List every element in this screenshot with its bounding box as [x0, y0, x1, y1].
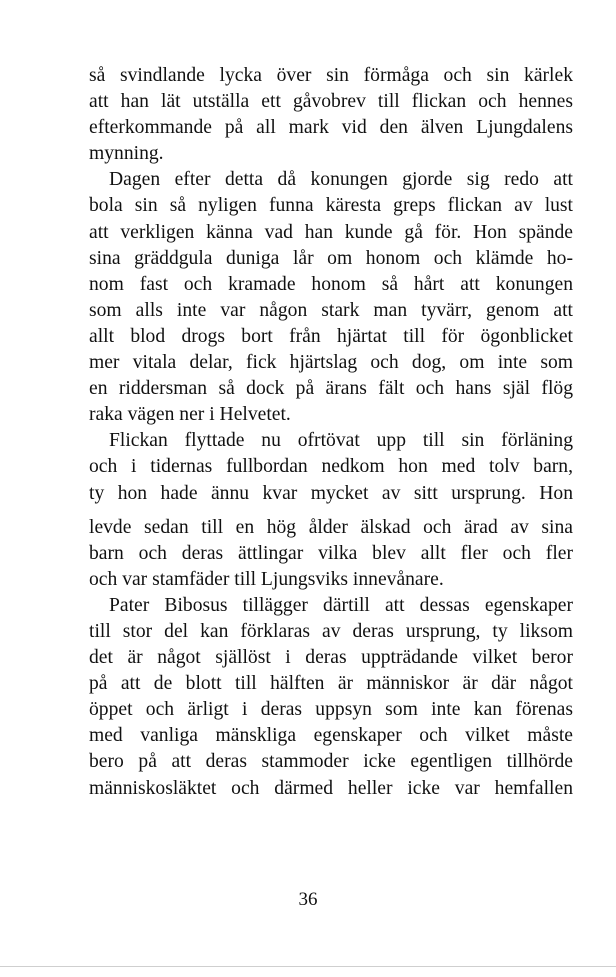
text-line: mer vitala delar, fick hjärtslag och dog, om inte som [89, 352, 573, 374]
text-line: ty hon hade ännu kvar mycket av sitt ursprung. Hon [89, 482, 573, 504]
text-line: att verkligen känna vad han kunde gå för. Hon spände [89, 221, 573, 243]
text-line: så svindlande lycka över sin förmåga och sin kärlek [89, 65, 573, 86]
text-line: mynning. [89, 143, 164, 165]
text-line: att han lät utställa ett gåvobrev till flickan och hennes [89, 91, 573, 113]
paragraph-2 [89, 167, 573, 428]
text-line: på att de blott till hälften är människor är där något [89, 673, 573, 695]
body-text [89, 63, 573, 802]
text-line: öppet och ärligt i deras uppsyn som inte kan förenas [89, 699, 573, 721]
text-line: levde sedan till en hög ålder älskad och ärad av sina [89, 516, 573, 538]
text-line: och i tidernas fullbordan nedkom hon med tolv barn, [89, 456, 573, 478]
text-line: som alls inte var någon stark man tyvärr, genom att [89, 299, 573, 321]
paragraph-4 [89, 593, 573, 802]
text-line: och var stamfäder till Ljungsviks innevånare. [89, 568, 444, 590]
paragraph-1 [89, 63, 573, 167]
text-line: raka vägen ner i Helvetet. [89, 404, 291, 426]
scan-edge-divider [0, 966, 616, 967]
text-line: allt blod drogs bort från hjärtat till för ögonblicket [89, 325, 573, 347]
text-line: med vanliga mänskliga egenskaper och vilket måste [89, 725, 573, 747]
paragraph-3 [89, 428, 573, 593]
text-line: till stor del kan förklaras av deras ursprung, ty liksom [89, 620, 573, 642]
text-line: efterkommande på all mark vid den älven Ljungdalens [89, 117, 573, 139]
text-line: Flickan flyttade nu ofrtövat upp till sin förläning [109, 430, 573, 452]
text-line: Pater Bibosus tillägger därtill att dessas egenskaper [109, 594, 573, 616]
text-line: sina gräddgula duniga lår om honom och klämde ho- [89, 247, 573, 269]
text-line: bero på att deras stammoder icke egentligen tillhörde [89, 751, 573, 773]
text-line: nom fast och kramade honom så hårt att konungen [89, 273, 573, 295]
text-line: Dagen efter detta då konungen gjorde sig redo att [109, 169, 573, 191]
text-line: bola sin så nyligen funna käresta greps flickan av lust [89, 195, 573, 217]
text-line: människosläktet och därmed heller icke var hemfallen [89, 777, 573, 799]
page-number: 36 [298, 889, 318, 910]
text-line: barn och deras ättlingar vilka blev allt fler och fler [89, 542, 573, 564]
text-line: en riddersman så dock på ärans fält och hans själ flög [89, 378, 573, 400]
text-line: det är något själlöst i deras uppträdande vilket beror [89, 647, 573, 669]
